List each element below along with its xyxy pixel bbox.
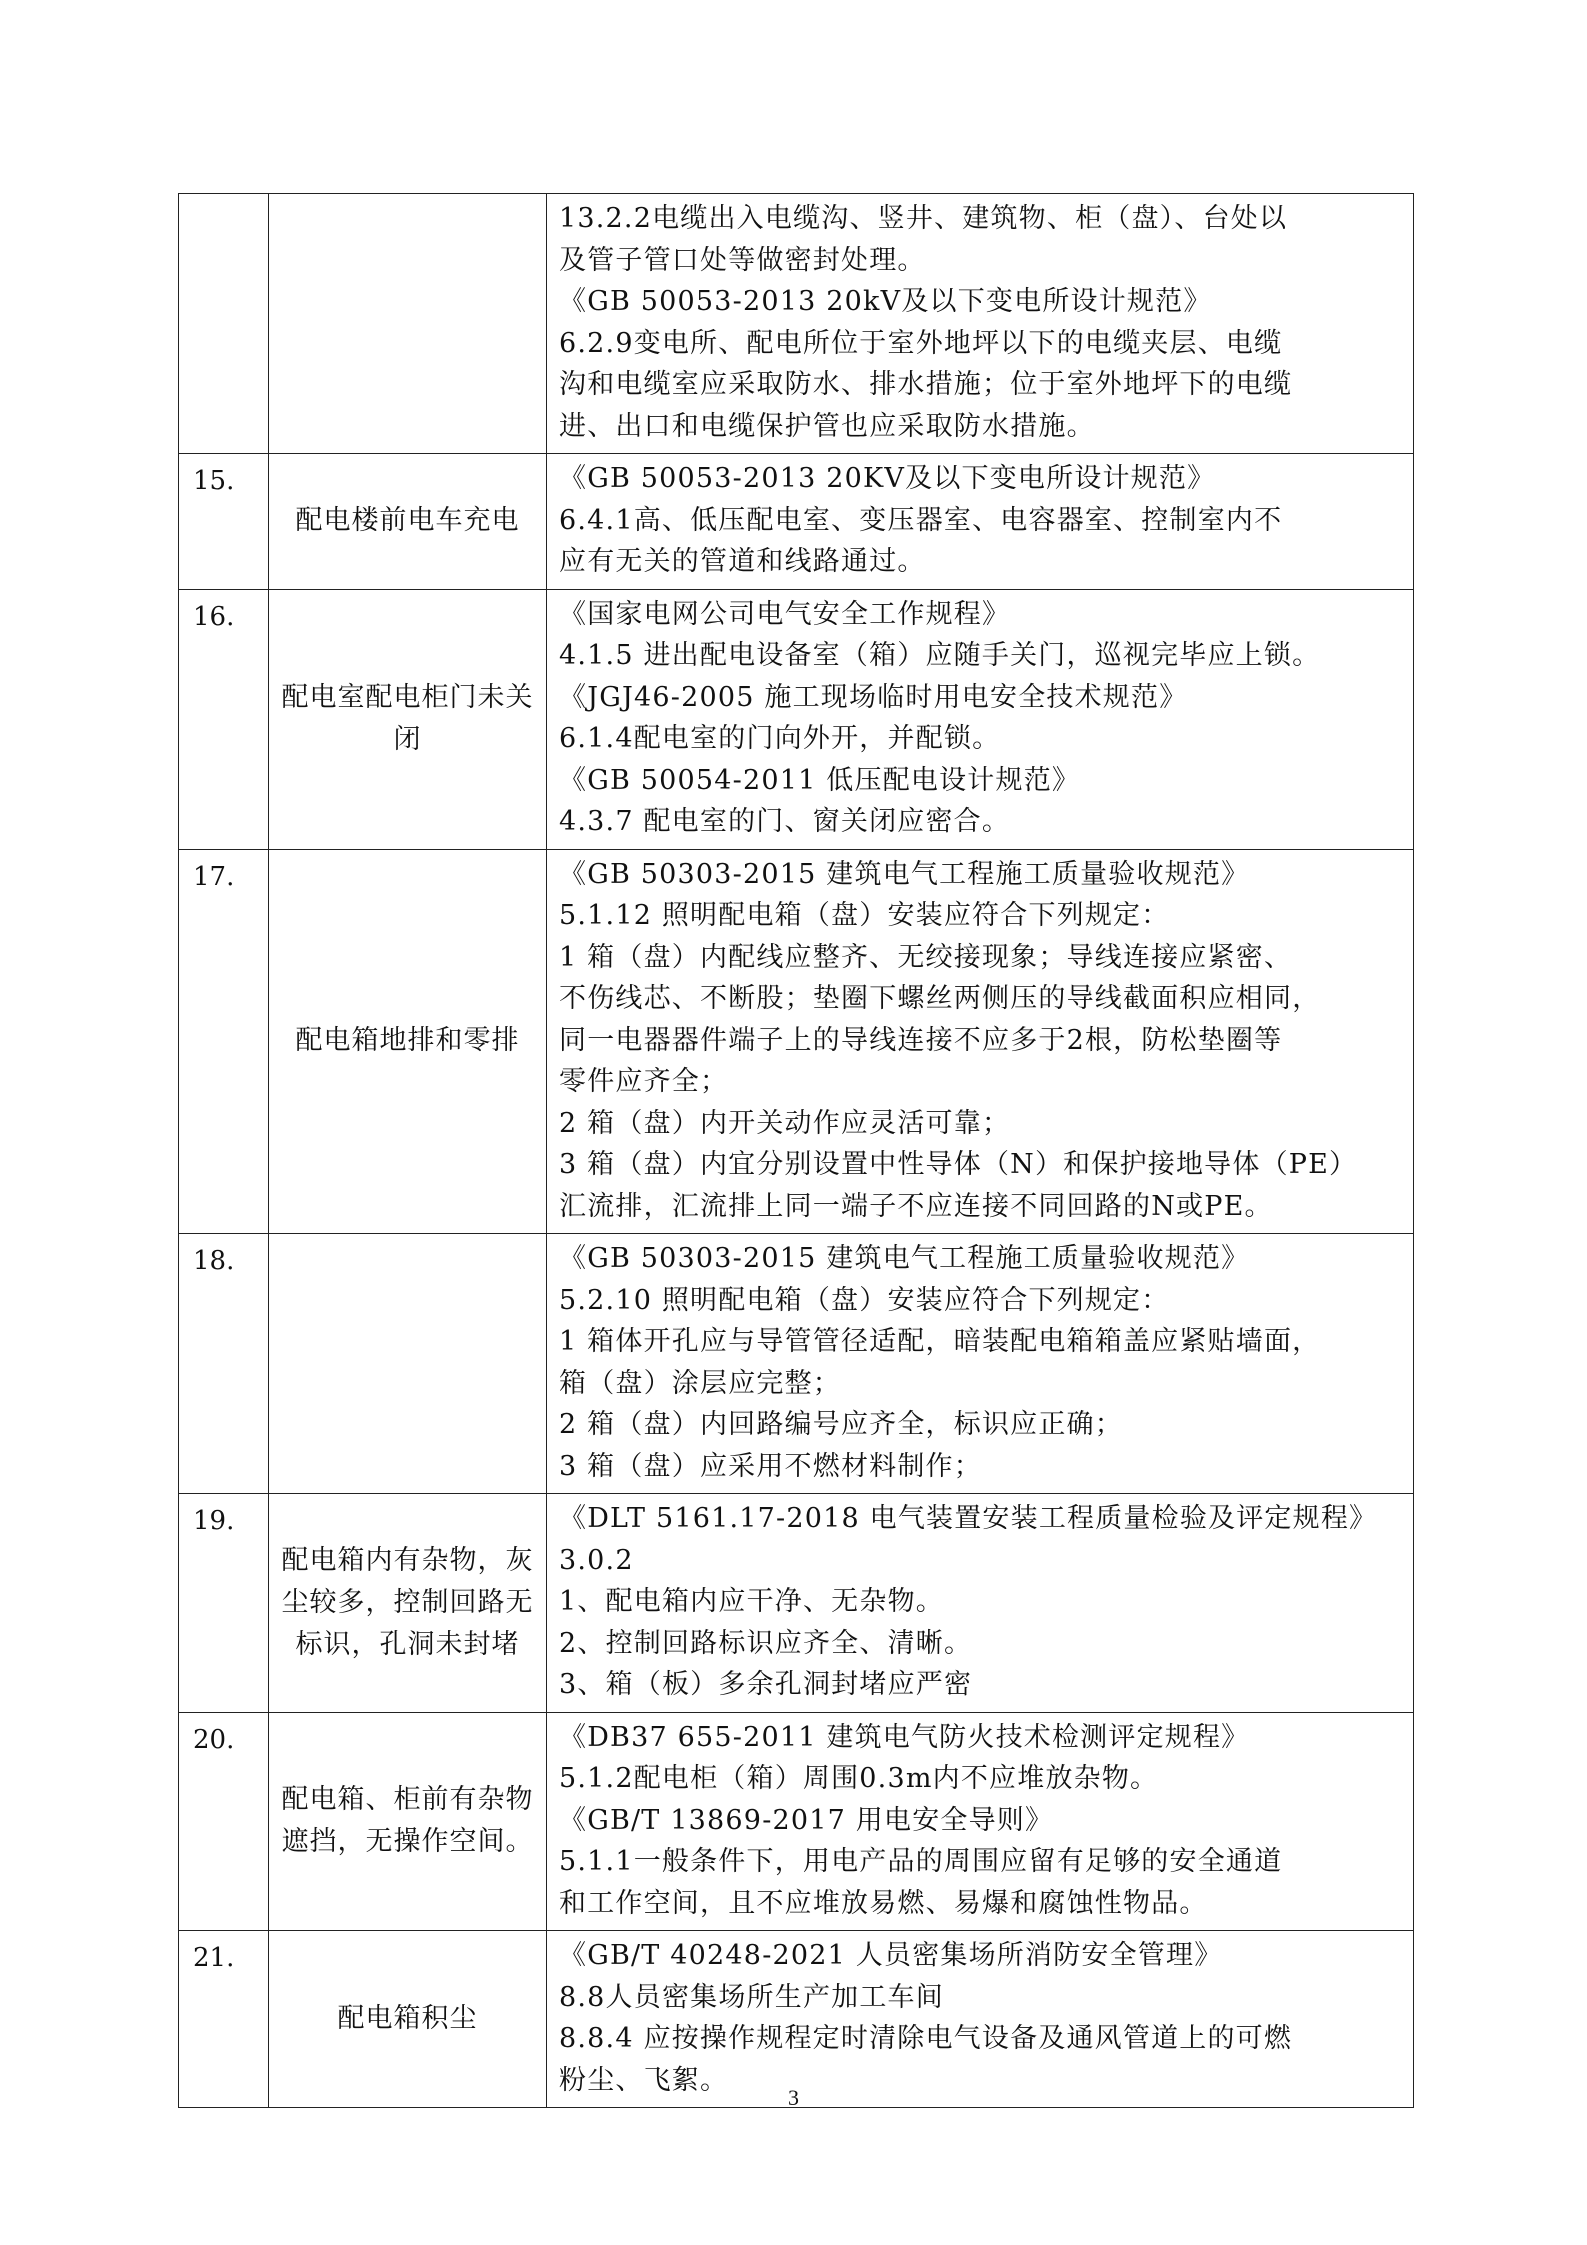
row-content bbox=[547, 849, 1414, 1234]
content-line: 3 箱（盘）应采用不燃材料制作； bbox=[559, 1450, 982, 1482]
content-line: 8.8人员密集场所生产加工车间 bbox=[559, 1981, 944, 2013]
content-line: 《JGJ46-2005 施工现场临时用电安全技术规范》 bbox=[559, 681, 1188, 713]
row-content bbox=[547, 454, 1414, 590]
content-line: 应有无关的管道和线路通过。 bbox=[559, 546, 926, 577]
table-row bbox=[179, 589, 1414, 849]
table-row bbox=[179, 1712, 1414, 1931]
row-topic: 配电楼前电车充电 bbox=[269, 454, 547, 590]
content-line: 1、配电箱内应干净、无杂物。 bbox=[559, 1586, 944, 1617]
content-line: 《GB 50303-2015 建筑电气工程施工质量验收规范》 bbox=[559, 858, 1250, 890]
content-line: 2、控制回路标识应齐全、清晰。 bbox=[559, 1627, 973, 1659]
content-line: 箱（盘）涂层应完整； bbox=[559, 1367, 841, 1399]
table-row bbox=[179, 194, 1414, 454]
row-topic: 配电箱内有杂物，灰尘较多，控制回路无标识，孔洞未封堵 bbox=[269, 1494, 547, 1713]
content-line: 及管子管口处等做密封处理。 bbox=[559, 244, 926, 276]
table-row bbox=[179, 1494, 1414, 1713]
row-number: 15. bbox=[179, 454, 269, 590]
content-line: 《GB 50303-2015 建筑电气工程施工质量验收规范》 bbox=[559, 1243, 1250, 1274]
content-line: 《DB37 655-2011 建筑电气防火技术检测评定规程》 bbox=[559, 1721, 1250, 1753]
content-line: 5.1.12 照明配电箱（盘）安装应符合下列规定： bbox=[559, 900, 1170, 931]
content-line: 3.0.2 bbox=[559, 1544, 634, 1576]
row-number: 19. bbox=[179, 1494, 269, 1713]
table-row bbox=[179, 1931, 1414, 2108]
content-line: 汇流排，汇流排上同一端子不应连接不同回路的N或PE。 bbox=[559, 1190, 1273, 1222]
page-number: 3 bbox=[788, 2085, 799, 2110]
row-content bbox=[547, 194, 1414, 454]
content-line: 进、出口和电缆保护管也应采取防水措施。 bbox=[559, 410, 1095, 442]
content-line: 《GB/T 40248-2021 人员密集场所消防安全管理》 bbox=[559, 1940, 1223, 1971]
row-content bbox=[547, 1234, 1414, 1494]
content-line: 《DLT 5161.17-2018 电气装置安装工程质量检验及评定规程》 bbox=[559, 1503, 1378, 1534]
content-line: 6.2.9变电所、配电所位于室外地坪以下的电缆夹层、电缆 bbox=[559, 327, 1283, 359]
row-number: 20. bbox=[179, 1712, 269, 1931]
content-line: 粉尘、飞絮。 bbox=[559, 2064, 729, 2096]
content-line: 6.1.4配电室的门向外开，并配锁。 bbox=[559, 723, 1001, 754]
content-line: 《国家电网公司电气安全工作规程》 bbox=[559, 598, 1011, 630]
row-topic: 配电箱地排和零排 bbox=[269, 849, 547, 1234]
content-line: 《GB 50054-2011 低压配电设计规范》 bbox=[559, 764, 1081, 796]
row-number: 16. bbox=[179, 589, 269, 849]
content-line: 2 箱（盘）内回路编号应齐全，标识应正确； bbox=[559, 1409, 1123, 1440]
row-number: 18. bbox=[179, 1234, 269, 1494]
row-number: 17. bbox=[179, 849, 269, 1234]
row-topic: 配电室配电柜门未关闭 bbox=[269, 589, 547, 849]
content-line: 同一电器器件端子上的导线连接不应多于2根，防松垫圈等 bbox=[559, 1024, 1283, 1056]
regulation-table bbox=[178, 193, 1414, 2108]
content-line: 《GB 50053-2013 20KV及以下变电所设计规范》 bbox=[559, 463, 1216, 494]
row-topic bbox=[269, 194, 547, 454]
table-row bbox=[179, 454, 1414, 590]
row-content bbox=[547, 589, 1414, 849]
content-line: 3 箱（盘）内宜分别设置中性导体（N）和保护接地导体（PE） bbox=[559, 1149, 1358, 1180]
row-content bbox=[547, 1494, 1414, 1713]
content-line: 5.1.2配电柜（箱）周围0.3m内不应堆放杂物。 bbox=[559, 1763, 1159, 1794]
content-line: 不伤线芯、不断股；垫圈下螺丝两侧压的导线截面积应相同， bbox=[559, 983, 1321, 1014]
content-line: 5.1.1一般条件下，用电产品的周围应留有足够的安全通道 bbox=[559, 1846, 1283, 1877]
row-number: 21. bbox=[179, 1931, 269, 2108]
content-line: 2 箱（盘）内开关动作应灵活可靠； bbox=[559, 1107, 1011, 1139]
content-line: 1 箱体开孔应与导管管径适配，暗装配电箱箱盖应紧贴墙面， bbox=[559, 1326, 1321, 1357]
content-line: 《GB 50053-2013 20kV及以下变电所设计规范》 bbox=[559, 286, 1212, 317]
row-content bbox=[547, 1712, 1414, 1931]
content-line: 3、箱（板）多余孔洞封堵应严密 bbox=[559, 1669, 973, 1700]
table-row bbox=[179, 849, 1414, 1234]
table-row bbox=[179, 1234, 1414, 1494]
row-topic bbox=[269, 1234, 547, 1494]
content-line: 1 箱（盘）内配线应整齐、无绞接现象；导线连接应紧密、 bbox=[559, 941, 1293, 973]
content-line: 和工作空间，且不应堆放易燃、易爆和腐蚀性物品。 bbox=[559, 1887, 1208, 1919]
row-number bbox=[179, 194, 269, 454]
content-line: 8.8.4 应按操作规程定时清除电气设备及通风管道上的可燃 bbox=[559, 2023, 1293, 2054]
content-line: 4.1.5 进出配电设备室（箱）应随手关门，巡视完毕应上锁。 bbox=[559, 640, 1321, 671]
content-line: 《GB/T 13869-2017 用电安全导则》 bbox=[559, 1804, 1054, 1836]
content-line: 5.2.10 照明配电箱（盘）安装应符合下列规定： bbox=[559, 1284, 1170, 1316]
content-line: 4.3.7 配电室的门、窗关闭应密合。 bbox=[559, 806, 1011, 837]
row-topic: 配电箱、柜前有杂物遮挡，无操作空间。 bbox=[269, 1712, 547, 1931]
row-topic: 配电箱积尘 bbox=[269, 1931, 547, 2108]
row-content bbox=[547, 1931, 1414, 2108]
content-line: 6.4.1高、低压配电室、变压器室、电容器室、控制室内不 bbox=[559, 504, 1283, 536]
content-line: 13.2.2电缆出入电缆沟、竖井、建筑物、柜（盘）、台处以 bbox=[559, 203, 1288, 234]
content-line: 沟和电缆室应采取防水、排水措施；位于室外地坪下的电缆 bbox=[559, 369, 1293, 400]
content-line: 零件应齐全； bbox=[559, 1066, 729, 1097]
